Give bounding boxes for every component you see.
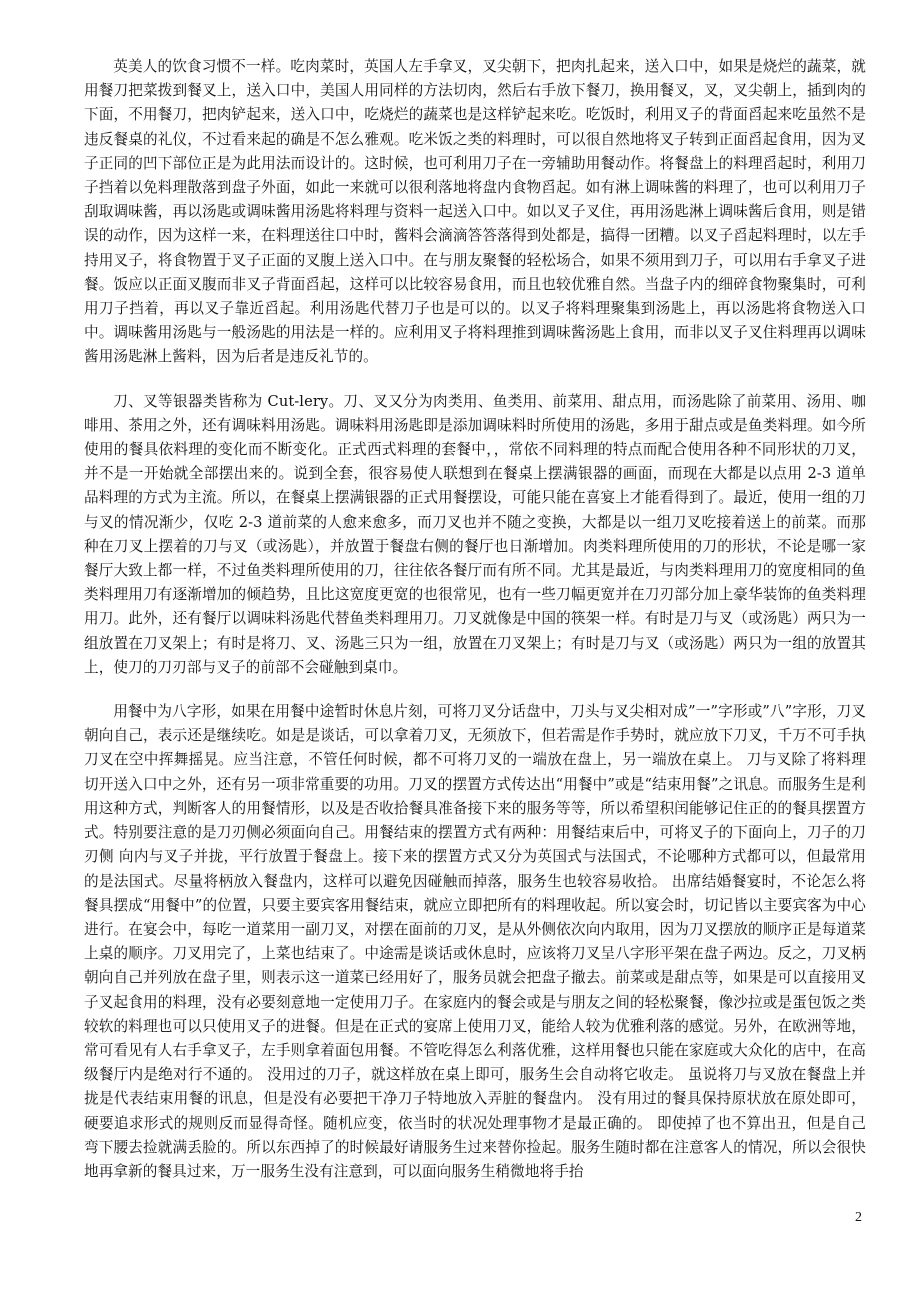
- paragraph-eating-habits: 英美人的饮食习惯不一样。吃肉菜时，英国人左手拿叉，叉尖朝下，把肉扎起来，送入口中，如果是烧烂的蔬菜，就用餐刀把菜拨到餐叉上，送入口中，美国人用同样的方法切肉，然后右手放下餐刀，换用餐叉，叉，叉尖朝上，插到肉的下面，不用餐刀，把肉铲起来，送入口中，吃烧烂的蔬菜也是这样铲起来吃。吃饭时，利用叉子的背面舀起来吃虽然不是违反餐桌的礼仪，不过看来起的确是不怎么雅观。吃米饭之类的料理时，可以很自然地将叉子转到正面舀起食用，因为叉子正同的凹下部位正是为此用法而设计的。这时候，也可利用刀子在一旁辅助用餐动作。将餐盘上的料理舀起时，利用刀子挡着以免料理散落到盘子外面，如此一来就可以很利落地将盘内食物舀起。如有淋上调味酱的料理了，也可以利用刀子刮取调味酱，再以汤匙或调味酱用汤匙将料理与资料一起送入口中。如以叉子叉住，再用汤匙淋上调味酱后食用，则是错误的动作，因为这样一来，在料理送往口中时，酱料会滴滴答答落得到处都是，搞得一团糟。以叉子舀起料理时，以左手持用叉子，将食物置于叉子正面的叉腹上送入口中。在与朋友聚餐的轻松场合，如果不须用到刀子，可以用右手拿叉子进餐。饭应以正面叉腹而非叉子背面舀起，这样可以比较容易食用，而且也较优雅自然。当盘子内的细碎食物聚集时，可利用刀子挡着，再以叉子靠近舀起。利用汤匙代替刀子也是可以的。以叉子将料理聚集到汤匙上，再以汤匙将食物送入口中。调味酱用汤匙与一般汤匙的用法是一样的。应利用叉子将料理推到调味酱汤匙上食用，而非以叉子叉住料理再以调味酱用汤匙淋上酱料，因为后者是违反礼节的。: [84, 58, 866, 366]
- page-number: 2: [855, 1210, 862, 1225]
- paragraph-cutlery-placement: 用餐中为八字形，如果在用餐中途暂时休息片刻，可将刀叉分话盘中，刀头与叉尖相对成”一”字形或”八”字形，刀叉朝向自己，表示还是继续吃。如是是谈话，可以拿着刀叉，无须放下，但若需是作手势时，就应放下刀叉，千万不可手执刀叉在空中挥舞摇晃。应当注意，不管任何时候，都不可将刀叉的一端放在盘上，另一端放在桌上。 刀与叉除了将料理切开送入口中之外，还有另一项非常重要的功用。刀叉的摆置方式传达出“用餐中”或是“结束用餐”之讯息。而服务生是利用这种方式，判断客人的用餐情形，以及是否收拾餐具准备接下来的服务等等，所以希望积闰能够记住正的的餐具摆置方式。特别要注意的是刀刃侧必须面向自己。用餐结束的摆置方式有两种：用餐结束后中，可将叉子的下面向上，刀子的刀刃侧 向内与叉子并拢，平行放置于餐盘上。接下来的摆置方式又分为英国式与法国式，不论哪种方式都可以，但最常用的是法国式。尽量将柄放入餐盘内，这样可以避免因碰触而掉落，服务生也较容易收拾。 出席结婚餐宴时，不论怎么将餐具摆成“用餐中”的位置，只要主要宾客用餐结束，就应立即把所有的料理收起。所以宴会时，切记皆以主要宾客为中心进行。在宴会中，每吃一道菜用一副刀叉，对摆在面前的刀叉，是从外侧依次向内取用，因为刀叉摆放的顺序正是每道菜上桌的顺序。刀叉用完了，上菜也结束了。中途需是谈话或休息时，应该将刀叉呈八字形平架在盘子两边。反之，刀叉柄朝向自己并列放在盘子里，则表示这一道菜已经用好了，服务员就会把盘子撤去。前菜或是甜点等，如果是可以直接用叉子叉起食用的料理，没有必要刻意地一定使用刀子。在家庭内的餐会或是与朋友之间的轻松聚餐，像沙拉或是蛋包饭之类较软的料理也可以只使用叉子的进餐。但是在正式的宴席上使用刀叉，能给人较为优雅利落的感觉。另外，在欧洲等地，常可看见有人右手拿叉子，左手则拿着面包用餐。不管吃得怎么利落优雅，这样用餐也只能在家庭或大众化的店中，在高级餐厅内是绝对行不通的。 没用过的刀子，就这样放在桌上即可，服务生会自动将它收走。 虽说将刀与叉放在餐盘上并拢是代表结束用餐的讯息，但是没有必要把干净刀子特地放入弄脏的餐盘内。 没有用过的餐具保持原状放在原处即可，硬要追求形式的规则反而显得奇怪。随机应变，依当时的状况处理事物才是最正确的。 即使掉了也不算出丑，但是自己弯下腰去捡就满丢脸的。所以东西掉了的时候最好请服务生过来替你捡起。服务生随时都在注意客人的情况，所以会很快地再拿新的餐具过来，万一服务生没有注意到，可以面向服务生稍微地将手抬: [84, 703, 866, 1180]
- paragraph-cutlery: 刀、叉等银器类皆称为 Cut-lery。刀、叉又分为肉类用、鱼类用、前菜用、甜点用，而汤匙除了前菜用、汤用、咖啡用、茶用之外，还有调味料用汤匙。调味料用汤匙即是添加调味料时所使用的汤匙，多用于甜点或是鱼类料理。如今所使用的餐具依料理的变化而不断变化。正式西式料理的套餐中，，常依不同料理的特点而配合使用各种不同形状的刀叉，并不是一开始就全部摆出来的。说到全套，很容易使人联想到在餐桌上摆满银器的画面，而现在大都是以点用 2-3 道单品料理的方式为主流。所以，在餐桌上摆满银器的正式用餐摆设，可能只能在喜宴上才能看得到了。最近，使用一组的刀与叉的情况渐少，仅吃 2-3 道前菜的人愈来愈多，而刀叉也并不随之变换，大都是以一组刀叉吃接着送上的前菜。而那种在刀叉上摆着的刀与叉（或汤匙），并放置于餐盘右侧的餐厅也日渐增加。肉类料理所使用的刀的形状，不论是哪一家餐厅大致上都一样，不过鱼类料理所使用的刀，往往依各餐厅而有所不同。尤其是最近，与肉类料理用刀的宽度相同的鱼类料理用刀有逐渐增加的倾趋势，且比这宽度更宽的也很常见，也有一些刀幅更宽并在刀刃部分加上豪华装饰的鱼类料理用刀。此外，还有餐厅以调味料汤匙代替鱼类料理用刀。刀叉就像是中国的筷架一样。有时是刀与叉（或汤匙）两只为一组放置在刀叉架上；有时是将刀、叉、汤匙三只为一组，放置在刀叉架上；有时是刀与叉（或汤匙）两只为一组的放置其上，使刀的刀刃部与叉子的前部不会碰触到桌巾。: [84, 392, 866, 676]
